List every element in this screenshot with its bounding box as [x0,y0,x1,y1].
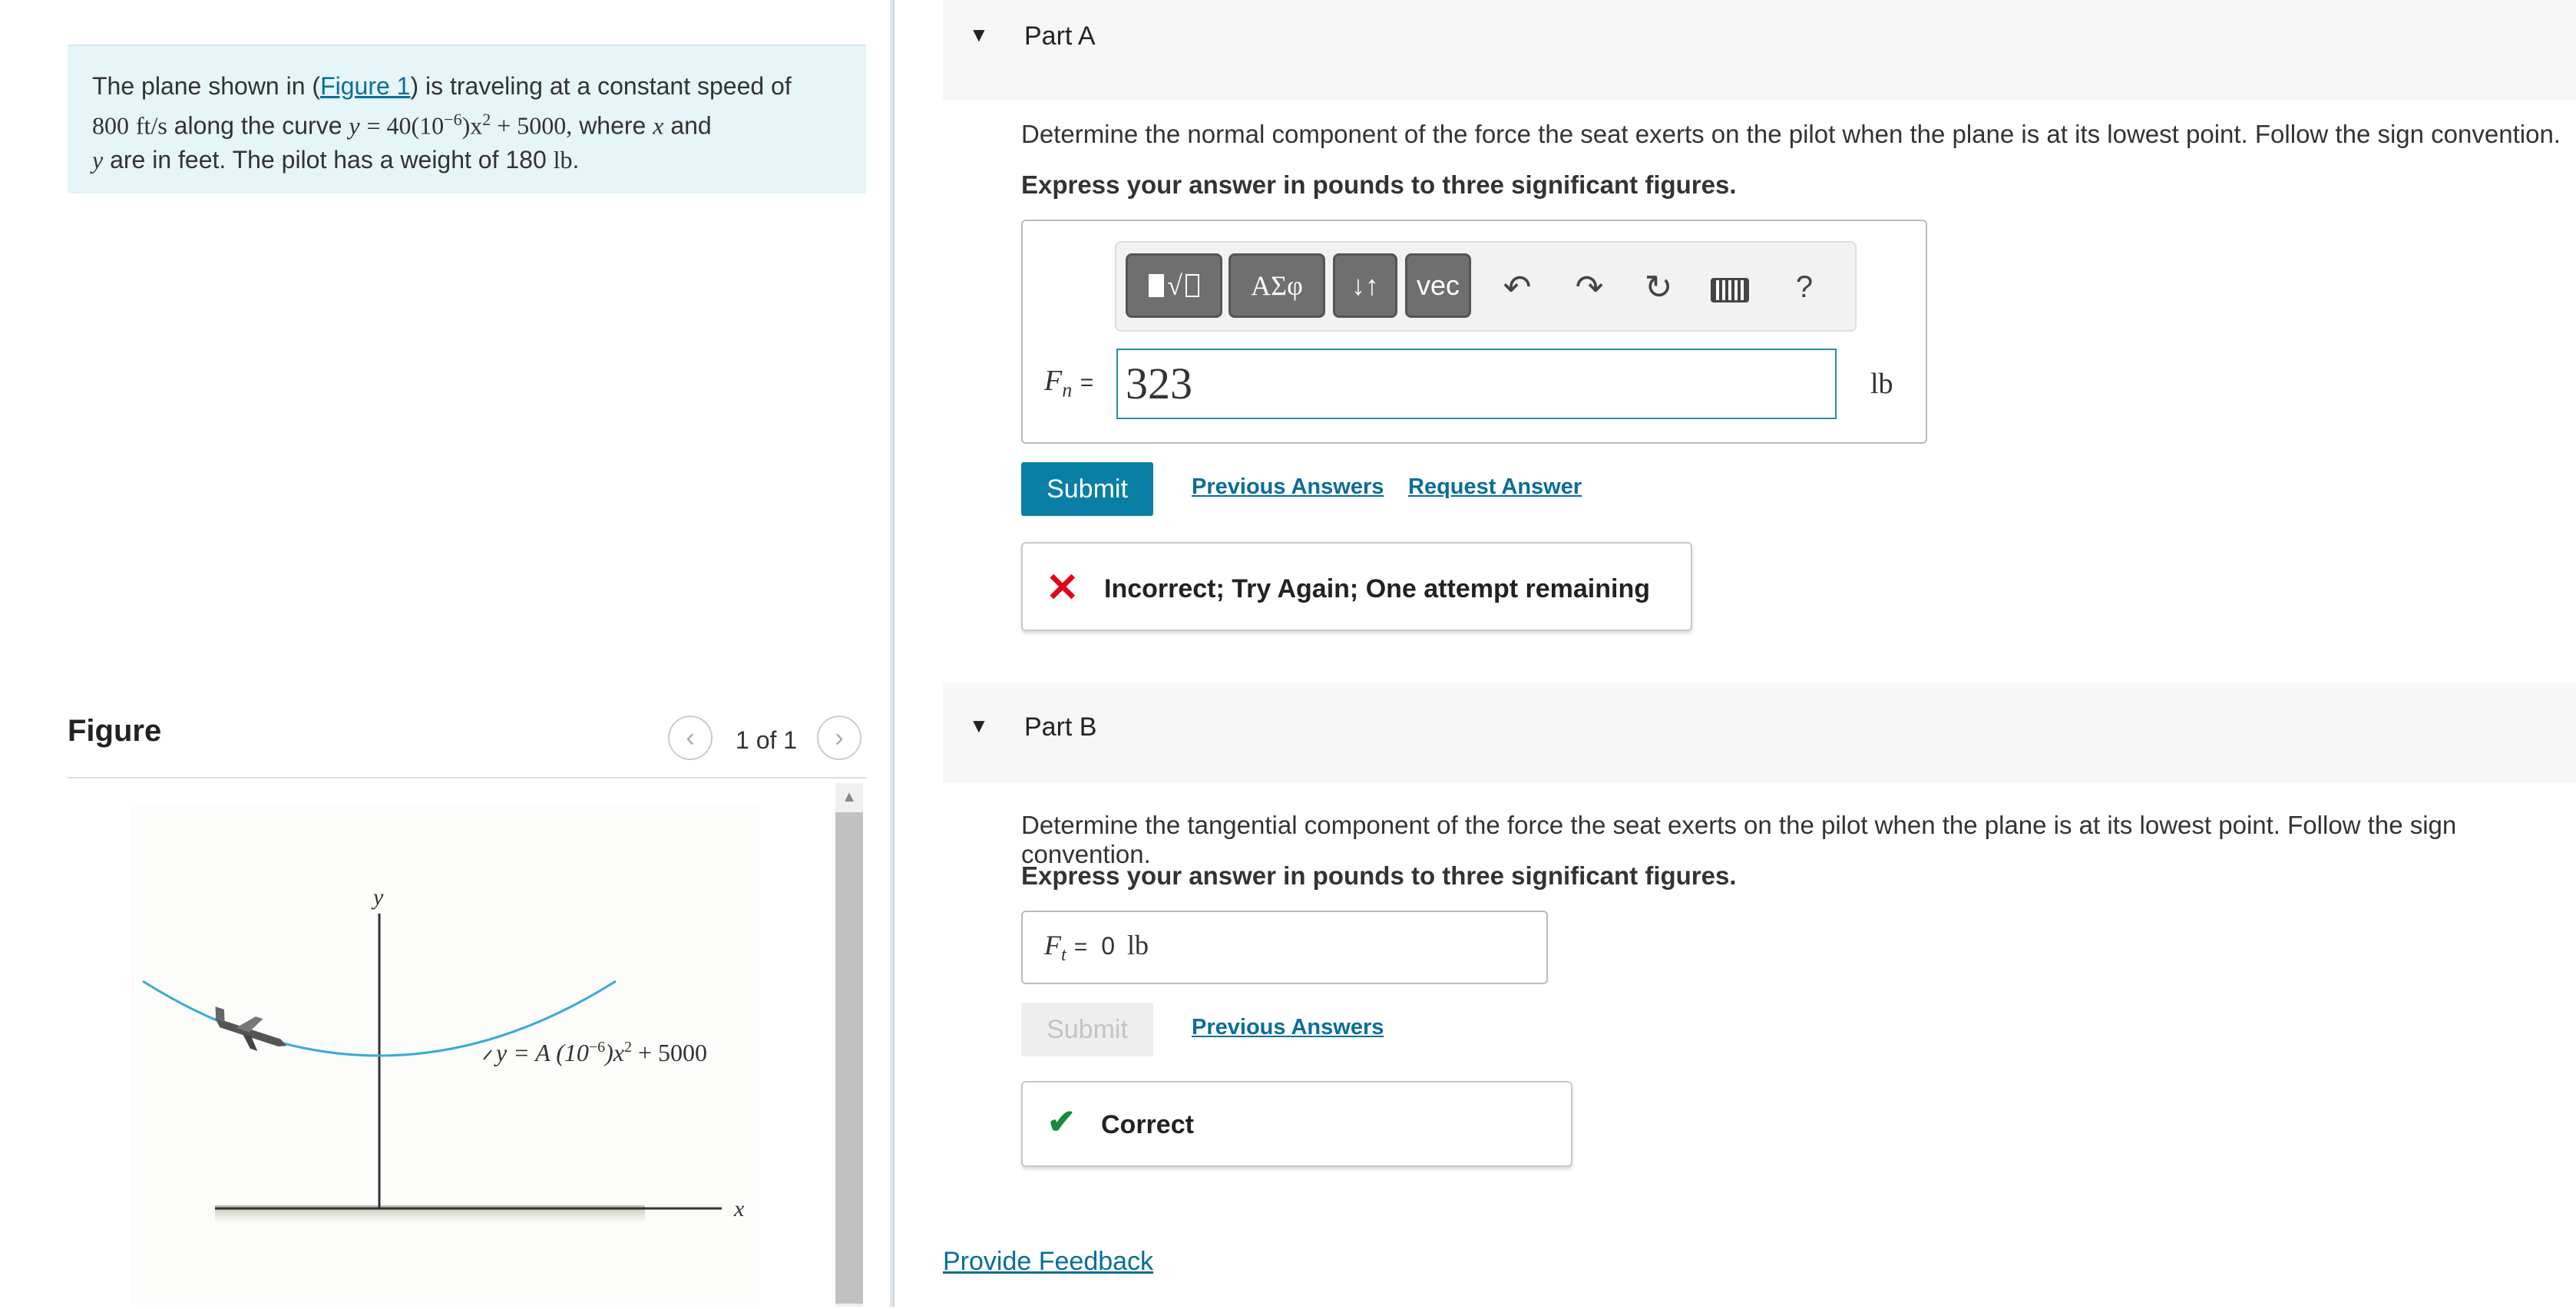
equation: = 40(10 [366,111,445,140]
part-b-title[interactable]: Part B [1024,712,1097,742]
part-a-header[interactable] [943,0,2576,100]
equation: )x [461,111,483,140]
weight-unit: lb [553,145,573,174]
chevron-left-icon: ‹ [686,722,695,752]
equals-sign: = [1080,370,1094,395]
y-axis-label: y [373,884,384,910]
figure-diagram [131,806,760,1305]
part-b-unit: lb [1127,930,1149,960]
provide-feedback-link[interactable]: Provide Feedback [943,1247,1154,1276]
problem-text: . [572,145,580,174]
pane-divider-line [893,0,894,1307]
part-a-answer-input[interactable]: 323 [1116,349,1837,419]
variable-symbol: F [1044,365,1063,397]
scroll-up-arrow-icon[interactable]: ▲ [835,783,863,811]
speed-value: 800 [92,111,129,140]
part-a-instructions: Express your answer in pounds to three significant figures. [1021,170,1737,199]
part-b-header[interactable] [943,683,2576,783]
caret-down-icon[interactable]: ▼ [969,23,989,46]
problem-text: along the curve [167,111,349,140]
problem-text: and [663,111,712,140]
part-b-submit-button: Submit [1021,1003,1153,1056]
figure-title: Figure [68,714,162,748]
reset-icon[interactable]: ↻ [1644,268,1673,306]
problem-statement [68,45,866,193]
equals-sign: = [1073,934,1088,960]
part-a-previous-answers-link[interactable]: Previous Answers [1192,474,1384,499]
part-a-variable [1044,364,1093,402]
equation-exponent: 2 [482,110,491,129]
equation-var: y [349,111,360,140]
figure-scrollbar-thumb[interactable] [835,812,863,1304]
subscript-superscript-button[interactable]: ↓↑ [1333,253,1397,318]
figure-link[interactable]: Figure 1 [320,72,411,100]
variable: x [653,111,664,140]
checkmark-icon: ✔ [1047,1103,1076,1141]
part-a-feedback-text: Incorrect; Try Again; One attempt remaining [1104,574,1650,603]
incorrect-x-icon: ✕ [1046,566,1080,610]
part-b-answer [1044,929,1149,966]
curve-label: y = A $(10^{-6})x^2 + 5000$ [496,1039,708,1066]
figure-divider [68,777,866,778]
equation-exponent: −6 [444,110,462,129]
curve-leader [484,1050,491,1059]
help-button[interactable]: ? [1795,269,1814,304]
part-b-answer-value: 0 [1101,932,1116,960]
part-b-instructions: Express your answer in pounds to three significant figures. [1021,861,1737,890]
undo-icon[interactable]: ↶ [1503,268,1532,306]
figure-next-button[interactable] [817,716,861,760]
part-b-feedback-text: Correct [1101,1110,1194,1139]
templates-button[interactable] [1126,253,1222,318]
plane-icon [207,1003,293,1059]
templates-icon: √ [1149,269,1199,302]
part-a-unit: lb [1870,368,1893,400]
figure-image [131,806,760,1305]
part-a-question: Determine the normal component of the force the seat exerts on the pilot when the plane is at its lowest point. Follow the sign convention. [1021,120,2561,148]
speed-unit: ft/s [135,111,167,140]
chevron-right-icon: › [835,722,844,752]
part-b-question: Determine the tangential component of the force the seat exerts on the pilot when the plane is at its lowest point. Follow the sign convention. [1021,811,2457,868]
caret-down-icon[interactable]: ▼ [969,714,989,737]
problem-text: The plane shown in ( [92,72,321,100]
part-a-title[interactable]: Part A [1024,21,1096,51]
figure-pager: 1 of 1 [736,726,798,754]
part-a-request-answer-link[interactable]: Request Answer [1408,474,1582,499]
problem-text: ) is traveling at a constant speed of [410,72,792,100]
variable: y [92,145,104,174]
greek-symbols-button[interactable]: ΑΣφ [1228,253,1325,318]
equation: + 5000, [491,111,573,140]
part-a-submit-button[interactable]: Submit [1021,462,1153,516]
figure-prev-button[interactable] [668,716,713,760]
part-b-previous-answers-link[interactable]: Previous Answers [1192,1015,1384,1040]
vector-button[interactable]: vec [1405,253,1471,318]
problem-text: where [572,111,653,140]
problem-text: are in feet. The pilot has a weight of 180 [103,145,554,174]
variable-symbol: F [1044,930,1061,960]
variable-subscript: n [1062,378,1073,402]
redo-icon[interactable]: ↷ [1575,268,1604,306]
keyboard-icon[interactable] [1711,278,1749,302]
variable-subscript: t [1061,945,1066,966]
x-axis-label: x [734,1196,745,1221]
